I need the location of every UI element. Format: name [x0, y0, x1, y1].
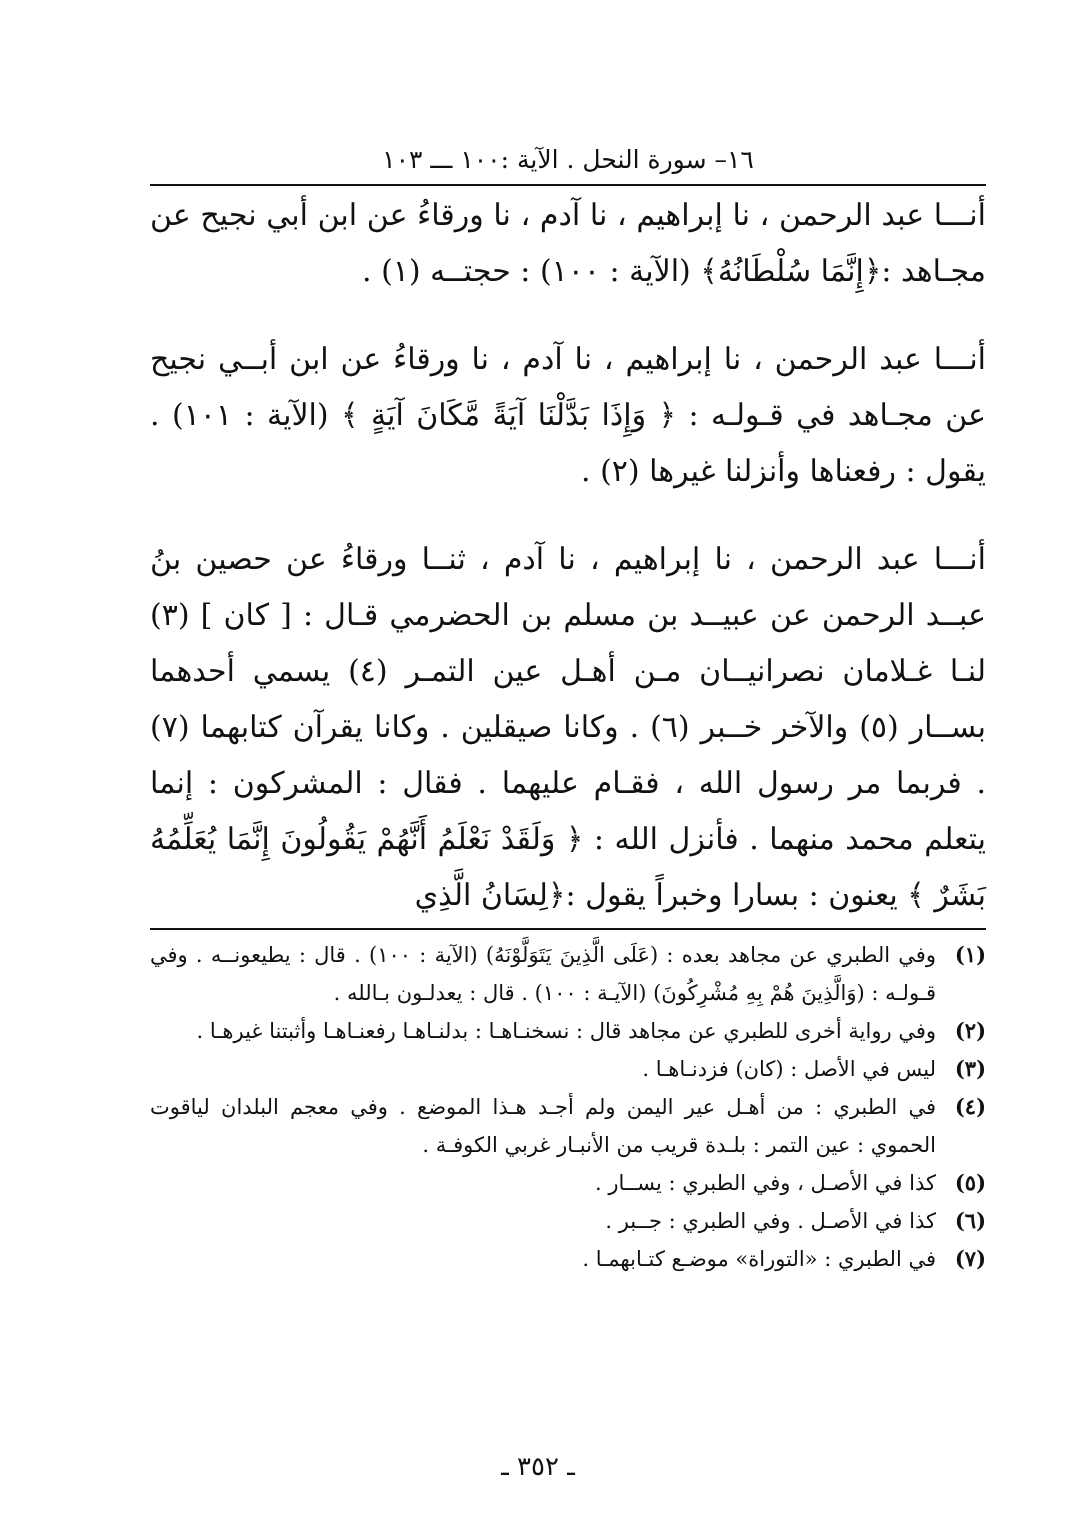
footnote-number: (٧) [954, 1246, 986, 1271]
footnote-text: ليس في الأصل : (كان) فزدنـاهـا . [642, 1057, 936, 1081]
footnote-text: وفي رواية أخرى للطبري عن مجاهد قال : نسخنـاهـا : بدلنـاهـا رفعنـاهـا وأثبتنا غيرهـا . [196, 1019, 936, 1043]
page-content [150, 140, 986, 1278]
footnote-text: في الطبري : من أهـل عير اليمن ولم أجـد هـذا الموضع . وفي معجم البلدان لياقوت الحموي : عين التمر : بلـدة قريب من الأنبـار غربي الكوفـة . [150, 1095, 936, 1157]
footnote-3 [150, 1050, 986, 1088]
footnote-6 [150, 1202, 986, 1240]
body-paragraph-1: أنـــا عبد الرحمن ، نا إبراهيم ، نا آدم ، نا ورقاءُ عن ابن أبي نجيح عن مجـاهد :﴿إِنَّمَا سُلْطَانُهُ﴾ (الآية : ١٠٠) : حجتــه (١) . [150, 198, 986, 289]
footnote-number: (٦) [954, 1208, 986, 1233]
footnote-text: كذا في الأصـل . وفي الطبري : جــبر . [605, 1209, 936, 1233]
footnote-1 [150, 936, 986, 1012]
footnote-number: (٥) [954, 1170, 986, 1195]
footnote-7 [150, 1240, 986, 1278]
footnote-number: (٣) [954, 1056, 986, 1081]
footnote-4 [150, 1088, 986, 1164]
footnote-number: (٤) [954, 1094, 986, 1119]
footnote-2 [150, 1012, 986, 1050]
header-rule [150, 184, 986, 186]
footnote-text: في الطبري : «التوراة» موضـع كتـابهمـا . [582, 1247, 936, 1271]
footnotes [150, 936, 986, 1278]
page-number: ـ ٣٥٢ ـ [501, 1452, 575, 1482]
body-paragraph-3: أنـــا عبد الرحمن ، نا إبراهيم ، نا آدم ، ثنــا ورقاءُ عن حصين بنُ عبــد الرحمن عن عبيــد بن مسلم بن الحضرمي قـال : [ كان ] (٣) لنـا غـلامان نصرانيــان مـن أهـل عين التمـر (٤) يسمي أحدهما بســار (٥) والآخر خــبر (٦) . وكانا صيقلين . وكانا يقرآن كتابهما (٧) . فربما مر رسول الله ، فقـام عليهما . فقال : المشركون : إنما يتعلم محمد منهما . فأنزل الله : ﴿ وَلَقَدْ نَعْلَمُ أَنَّهُمْ يَقُولُونَ إِنَّمَا يُعَلِّمُهُ بَشَرٌ ﴾ يعنون : بسارا وخبراً يقول :﴿لِسَانُ الَّذِي [150, 542, 987, 913]
body-paragraph-2: أنـــا عبد الرحمن ، نا إبراهيم ، نا آدم ، نا ورقاءُ عن ابن أبــي نجيح عن مجـاهد في قـولـه : ﴿ وَإِذَا بَدَّلْنَا آيَةً مَّكَانَ آيَةٍ ﴾ (الآية : ١٠١) . يقول : رفعناها وأنزلنا غيرها (٢) . [150, 342, 986, 489]
footnote-text: وفي الطبري عن مجاهد بعده : (عَلَى الَّذِينَ يَتَوَلَّوْنَهُ) (الآية : ١٠٠) . قال : يطيعونــه . وفي قـولـه : (وَالَّذِينَ هُمْ بِهِ مُشْرِكُونَ) (الآيـة : ١٠٠) . قال : يعدلـون بـالله . [150, 943, 936, 1005]
footnote-text: كذا في الأصـل ، وفي الطبري : يســار . [595, 1171, 936, 1195]
running-header: ١٦– سورة النحل . الآية :١٠٠ ـــ ١٠٣ [382, 145, 754, 174]
footnote-number: (٢) [954, 1018, 986, 1043]
footnote-rule [150, 928, 986, 930]
footnote-5 [150, 1164, 986, 1202]
footnote-number: (١) [954, 942, 986, 967]
